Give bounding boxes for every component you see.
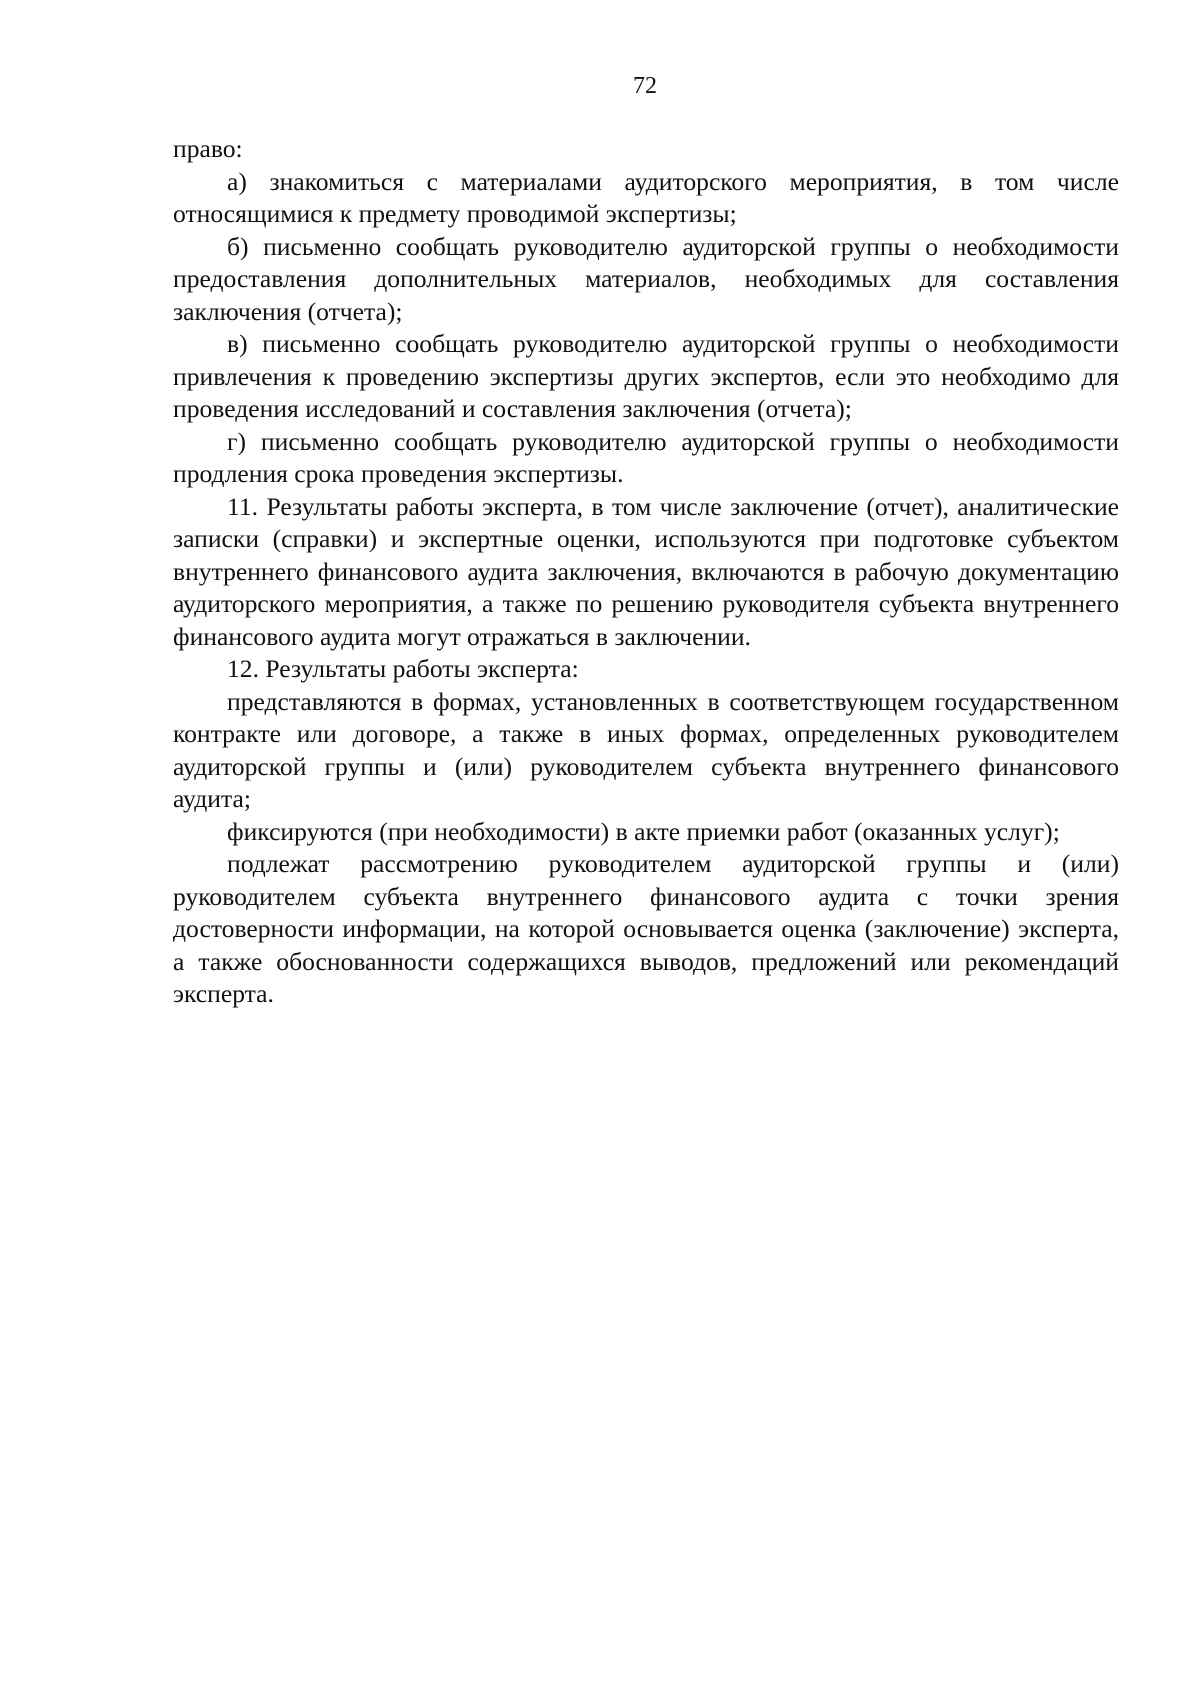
paragraph-clause-12-acceptance: фиксируются (при необходимости) в акте приемки работ (оказанных услуг); [227,816,1060,846]
paragraph-rights-intro: право: [173,134,243,163]
paragraph-item-b: б) письменно сообщать руководителю аудиторской группы о необходимости предоставления дополнительных материалов, необходимых для составления заключения (отчета); [173,231,1119,326]
paragraph-clause-12-review: подлежат рассмотрению руководителем аудиторской группы и (или) руководителем субъекта внутреннего финансового аудита с точки зрения достоверности информации, на которой основывается оценка (заключение) эксперта, а также обоснованности содержащихся выводов, предложений или рекомендаций эксперта. [173,849,1119,1008]
paragraph-clause-12: 12. Результаты работы эксперта: [227,654,579,683]
page-number: 72 [633,73,657,99]
paragraph-item-v: в) письменно сообщать руководителю аудиторской группы о необходимости привлечения к проведению экспертизы других экспертов, если это необходимо для проведения исследований и составления заключения (отчета); [173,329,1119,423]
paragraph-clause-11: 11. Результаты работы эксперта, в том числе заключение (отчет), аналитические записки (справки) и экспертные оценки, используются при подготовке субъектом внутреннего финансового аудита заключения, включаются в рабочую документацию аудиторского мероприятия, а также по решению руководителя субъекта внутреннего финансового аудита могут отражаться в заключении. [173,491,1119,651]
document-body [173,133,1119,1011]
paragraph-clause-12-forms: представляются в формах, установленных в соответствующем государственном контракте или договоре, а также в иных формах, определенных руководителем аудиторской группы и (или) руководителем субъекта внутреннего финансового аудита; [173,686,1119,813]
paragraph-item-a: а) знакомиться с материалами аудиторского мероприятия, в том числе относящимися к предмету проводимой экспертизы; [173,166,1119,228]
paragraph-item-g: г) письменно сообщать руководителю аудиторской группы о необходимости продления срока проведения экспертизы. [173,426,1119,488]
